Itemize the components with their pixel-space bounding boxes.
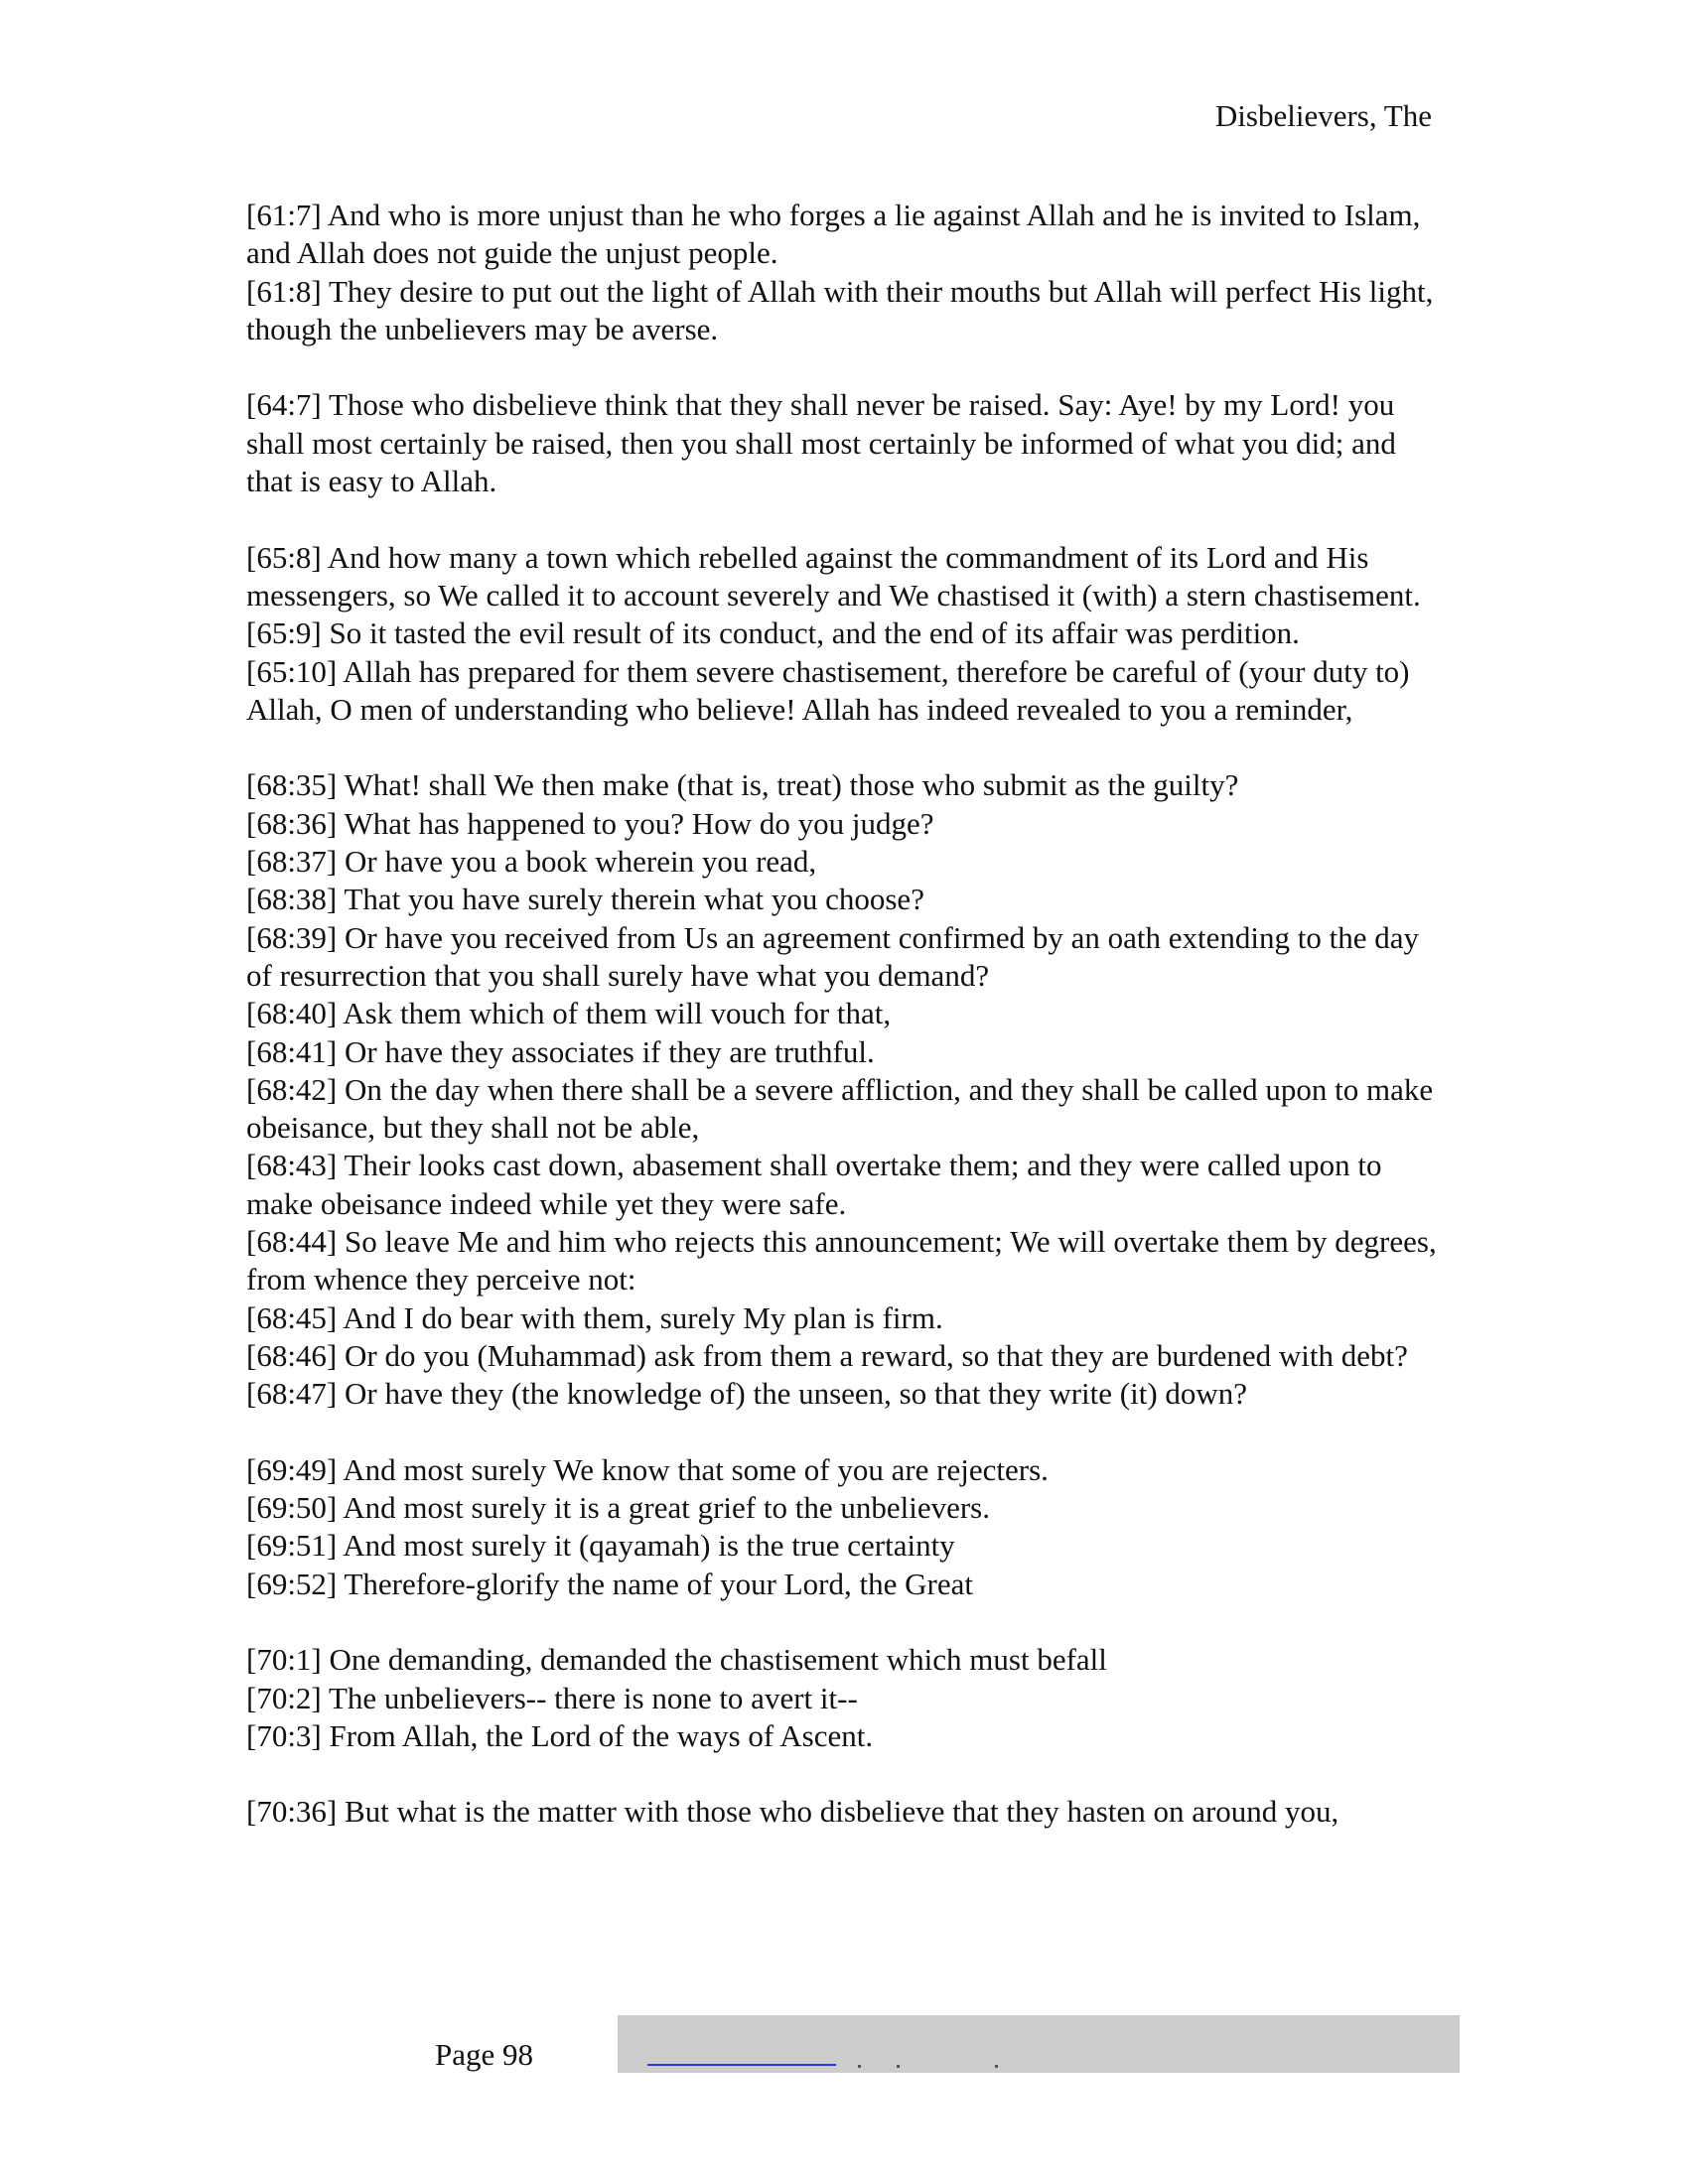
running-header: Disbelievers, The bbox=[1214, 98, 1432, 133]
verse-group-70b bbox=[246, 1793, 1438, 1831]
footer-dot-mark bbox=[995, 2065, 998, 2068]
verse-70-3: [70:3] From Allah, the Lord of the ways of Ascent. bbox=[246, 1717, 874, 1753]
verse-68-39: [68:39] Or have you received from Us an agreement confirmed by an oath extending to the day of resurrection that you shall surely have what you demand? bbox=[246, 919, 1420, 993]
verse-68-42: [68:42] On the day when there shall be a severe affliction, and they shall be called upon to make obeisance, but they shall not be able, bbox=[246, 1071, 1434, 1146]
verse-group-64 bbox=[246, 386, 1438, 500]
verse-68-36: [68:36] What has happened to you? How do you judge? bbox=[246, 805, 934, 841]
verse-61-8: [61:8] They desire to put out the light of Allah with their mouths but Allah will perfect His light, though the unbelievers may be averse. bbox=[246, 273, 1434, 346]
verse-70-36: [70:36] But what is the matter with those who disbelieve that they hasten on around you, bbox=[246, 1794, 1339, 1830]
verse-group-65 bbox=[246, 539, 1438, 729]
footer-bar bbox=[618, 2015, 1460, 2073]
verse-70-1: [70:1] One demanding, demanded the chastisement which must befall bbox=[246, 1642, 1107, 1678]
verse-68-44: [68:44] So leave Me and him who rejects this announcement; We will overtake them by degrees, from whence they perceive not: bbox=[246, 1224, 1437, 1297]
verse-65-10: [65:10] Allah has prepared for them severe chastisement, therefore be careful of (your duty to) Allah, O men of understanding who believe! Allah has indeed revealed to you a reminder, bbox=[246, 653, 1410, 727]
footer-dot-mark bbox=[858, 2065, 861, 2068]
verse-group-61 bbox=[246, 197, 1438, 348]
verse-65-9: [65:9] So it tasted the evil result of its conduct, and the end of its affair was perdition. bbox=[246, 615, 1300, 651]
verse-group-69 bbox=[246, 1451, 1438, 1603]
verse-69-50: [69:50] And most surely it is a great grief to the unbelievers. bbox=[246, 1490, 990, 1526]
verse-68-45: [68:45] And I do bear with them, surely My plan is firm. bbox=[246, 1299, 943, 1335]
verse-64-7: [64:7] Those who disbelieve think that they shall never be raised. Say: Aye! by my Lord! you shall most certainly be raised, then you shall most certainly be informed of what you did; and that is easy to Allah. bbox=[246, 387, 1396, 499]
verse-68-37: [68:37] Or have you a book wherein you read, bbox=[246, 844, 817, 880]
footer-dot-mark bbox=[897, 2065, 900, 2068]
verse-65-8: [65:8] And how many a town which rebelled against the commandment of its Lord and His messengers, so We called it to account severely and We chastised it (with) a stern chastisement. bbox=[246, 539, 1421, 613]
verse-68-38: [68:38] That you have surely therein what you choose? bbox=[246, 882, 924, 917]
verse-69-52: [69:52] Therefore-glorify the name of your Lord, the Great bbox=[246, 1566, 973, 1601]
verse-61-7: [61:7] And who is more unjust than he who forges a lie against Allah and he is invited to Islam, and Allah does not guide the unjust people. bbox=[246, 198, 1421, 271]
verse-69-49: [69:49] And most surely We know that some of you are rejecters. bbox=[246, 1451, 1049, 1487]
verse-68-41: [68:41] Or have they associates if they are truthful. bbox=[246, 1033, 875, 1069]
page-number: Page 98 bbox=[435, 2037, 534, 2072]
page-body bbox=[246, 197, 1438, 1869]
verse-68-47: [68:47] Or have they (the knowledge of) the unseen, so that they write (it) down? bbox=[246, 1376, 1248, 1412]
verse-group-68 bbox=[246, 766, 1438, 1413]
verse-68-46: [68:46] Or do you (Muhammad) ask from them a reward, so that they are burdened with debt? bbox=[246, 1337, 1408, 1373]
verse-68-43: [68:43] Their looks cast down, abasement shall overtake them; and they were called upon to make obeisance indeed while yet they were safe. bbox=[246, 1148, 1382, 1221]
verse-68-35: [68:35] What! shall We then make (that is, treat) those who submit as the guilty? bbox=[246, 767, 1239, 803]
verse-70-2: [70:2] The unbelievers-- there is none to avert it-- bbox=[246, 1680, 858, 1715]
footer-link-underline[interactable] bbox=[647, 2064, 836, 2066]
verse-68-40: [68:40] Ask them which of them will vouch for that, bbox=[246, 996, 892, 1031]
verse-69-51: [69:51] And most surely it (qayamah) is the true certainty bbox=[246, 1528, 955, 1564]
verse-group-70a bbox=[246, 1641, 1438, 1755]
